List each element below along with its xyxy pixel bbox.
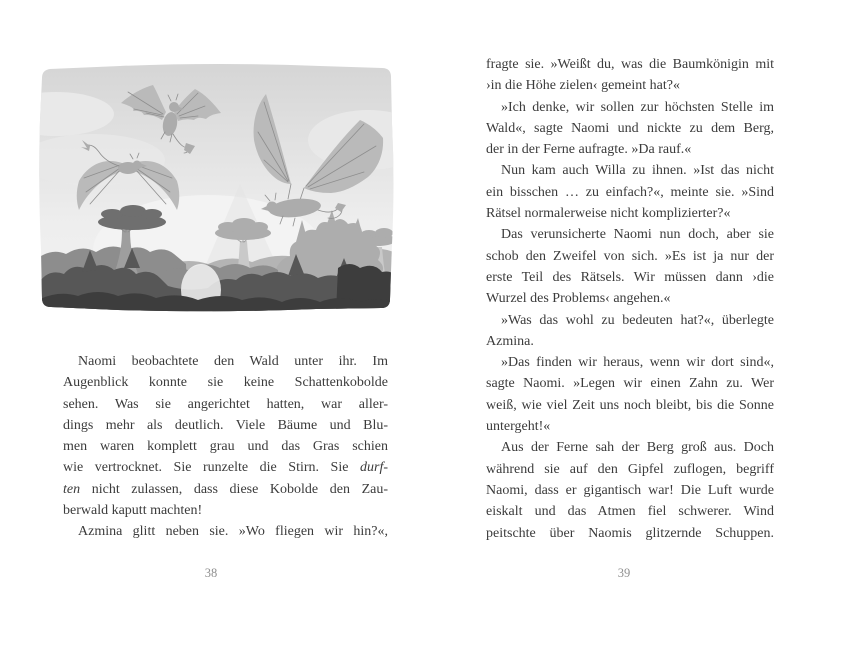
right-text-block	[486, 54, 774, 544]
text-line: Das verunsicherte Naomi nun doch, aber sie	[501, 227, 774, 243]
text-line: Naomi, dass er gigantisch war! Die Luft wurde	[486, 482, 774, 498]
text-line: dings mehr als deutlich. Viele Bäume und Blu-	[63, 417, 388, 433]
illustration	[38, 62, 394, 312]
text-line: Rätsel normalerweise nicht komplizierter?«	[486, 206, 731, 222]
text-line: untergeht!«	[486, 419, 551, 435]
text-line: wie vertrocknet. Sie runzelte die Stirn. Sie durf-	[63, 460, 388, 476]
text-line: fragte sie. »Weißt du, was die Baumkönigin mit	[486, 57, 774, 72]
text-line: men waren komplett grau und das Gras schien	[63, 439, 388, 455]
text-line: erste Teil des Rätsels. Wir müssen dann ›die	[486, 269, 774, 285]
text-line: »Was das wohl zu bedeuten hat?«, überlegte	[501, 312, 774, 328]
text-line: ten nicht zulassen, dass diese Kobolde den Zau-	[63, 481, 388, 497]
text-line: Azmina glitt neben sie. »Wo fliegen wir hin?«,	[78, 524, 388, 540]
text-line: Wald«, sagte Naomi und nickte zu dem Berg,	[486, 120, 774, 136]
left-text-block	[63, 351, 388, 543]
text-line: Naomi beobachtete den Wald unter ihr. Im	[78, 354, 388, 369]
text-line: »Ich denke, wir sollen zur höchsten Stelle im	[501, 99, 774, 115]
text-line: ›in die Höhe zielen‹ gemeint hat?«	[486, 78, 680, 94]
text-line: Azmina.	[486, 333, 534, 349]
text-line: während sie auf den Gipfel zuflogen, begriff	[486, 461, 774, 477]
illustration-svg	[38, 62, 394, 312]
text-line: berwald kaputt machten!	[63, 503, 203, 519]
text-line: peitschte über Naomis glitzernde Schuppen.	[486, 525, 774, 541]
text-line: Aus der Ferne sah der Berg groß aus. Doch	[501, 440, 774, 456]
text-line: der in der Ferne aufragte. »Da rauf.«	[486, 142, 692, 158]
page-number-left: 38	[204, 566, 218, 580]
text-line: eiskalt und das Atmen fiel schwerer. Wind	[486, 504, 774, 520]
text-line: Nun kam auch Willa zu ihnen. »Ist das nicht	[501, 163, 774, 179]
text-line: weiß, wie viel Zeit uns noch bleibt, bis die Sonne	[486, 397, 774, 413]
text-line: sehen. Was sie angerichtet hatten, war aller-	[63, 396, 388, 412]
text-line: schob den Zweifel von sich. »Es ist ja nur der	[486, 248, 774, 264]
text-line: ein bisschen … zu einfach?«, meinte sie. »Sind	[486, 184, 774, 200]
page-number-right: 39	[617, 566, 631, 580]
text-line: »Das finden wir heraus, wenn wir dort sind«,	[501, 355, 774, 371]
text-line: Wurzel des Problems‹ angehen.«	[486, 291, 671, 307]
text-line: sagte Naomi. »Legen wir einen Zahn zu. Wer	[486, 376, 774, 392]
text-line: Augenblick konnte sie keine Schattenkobolde	[63, 375, 388, 391]
